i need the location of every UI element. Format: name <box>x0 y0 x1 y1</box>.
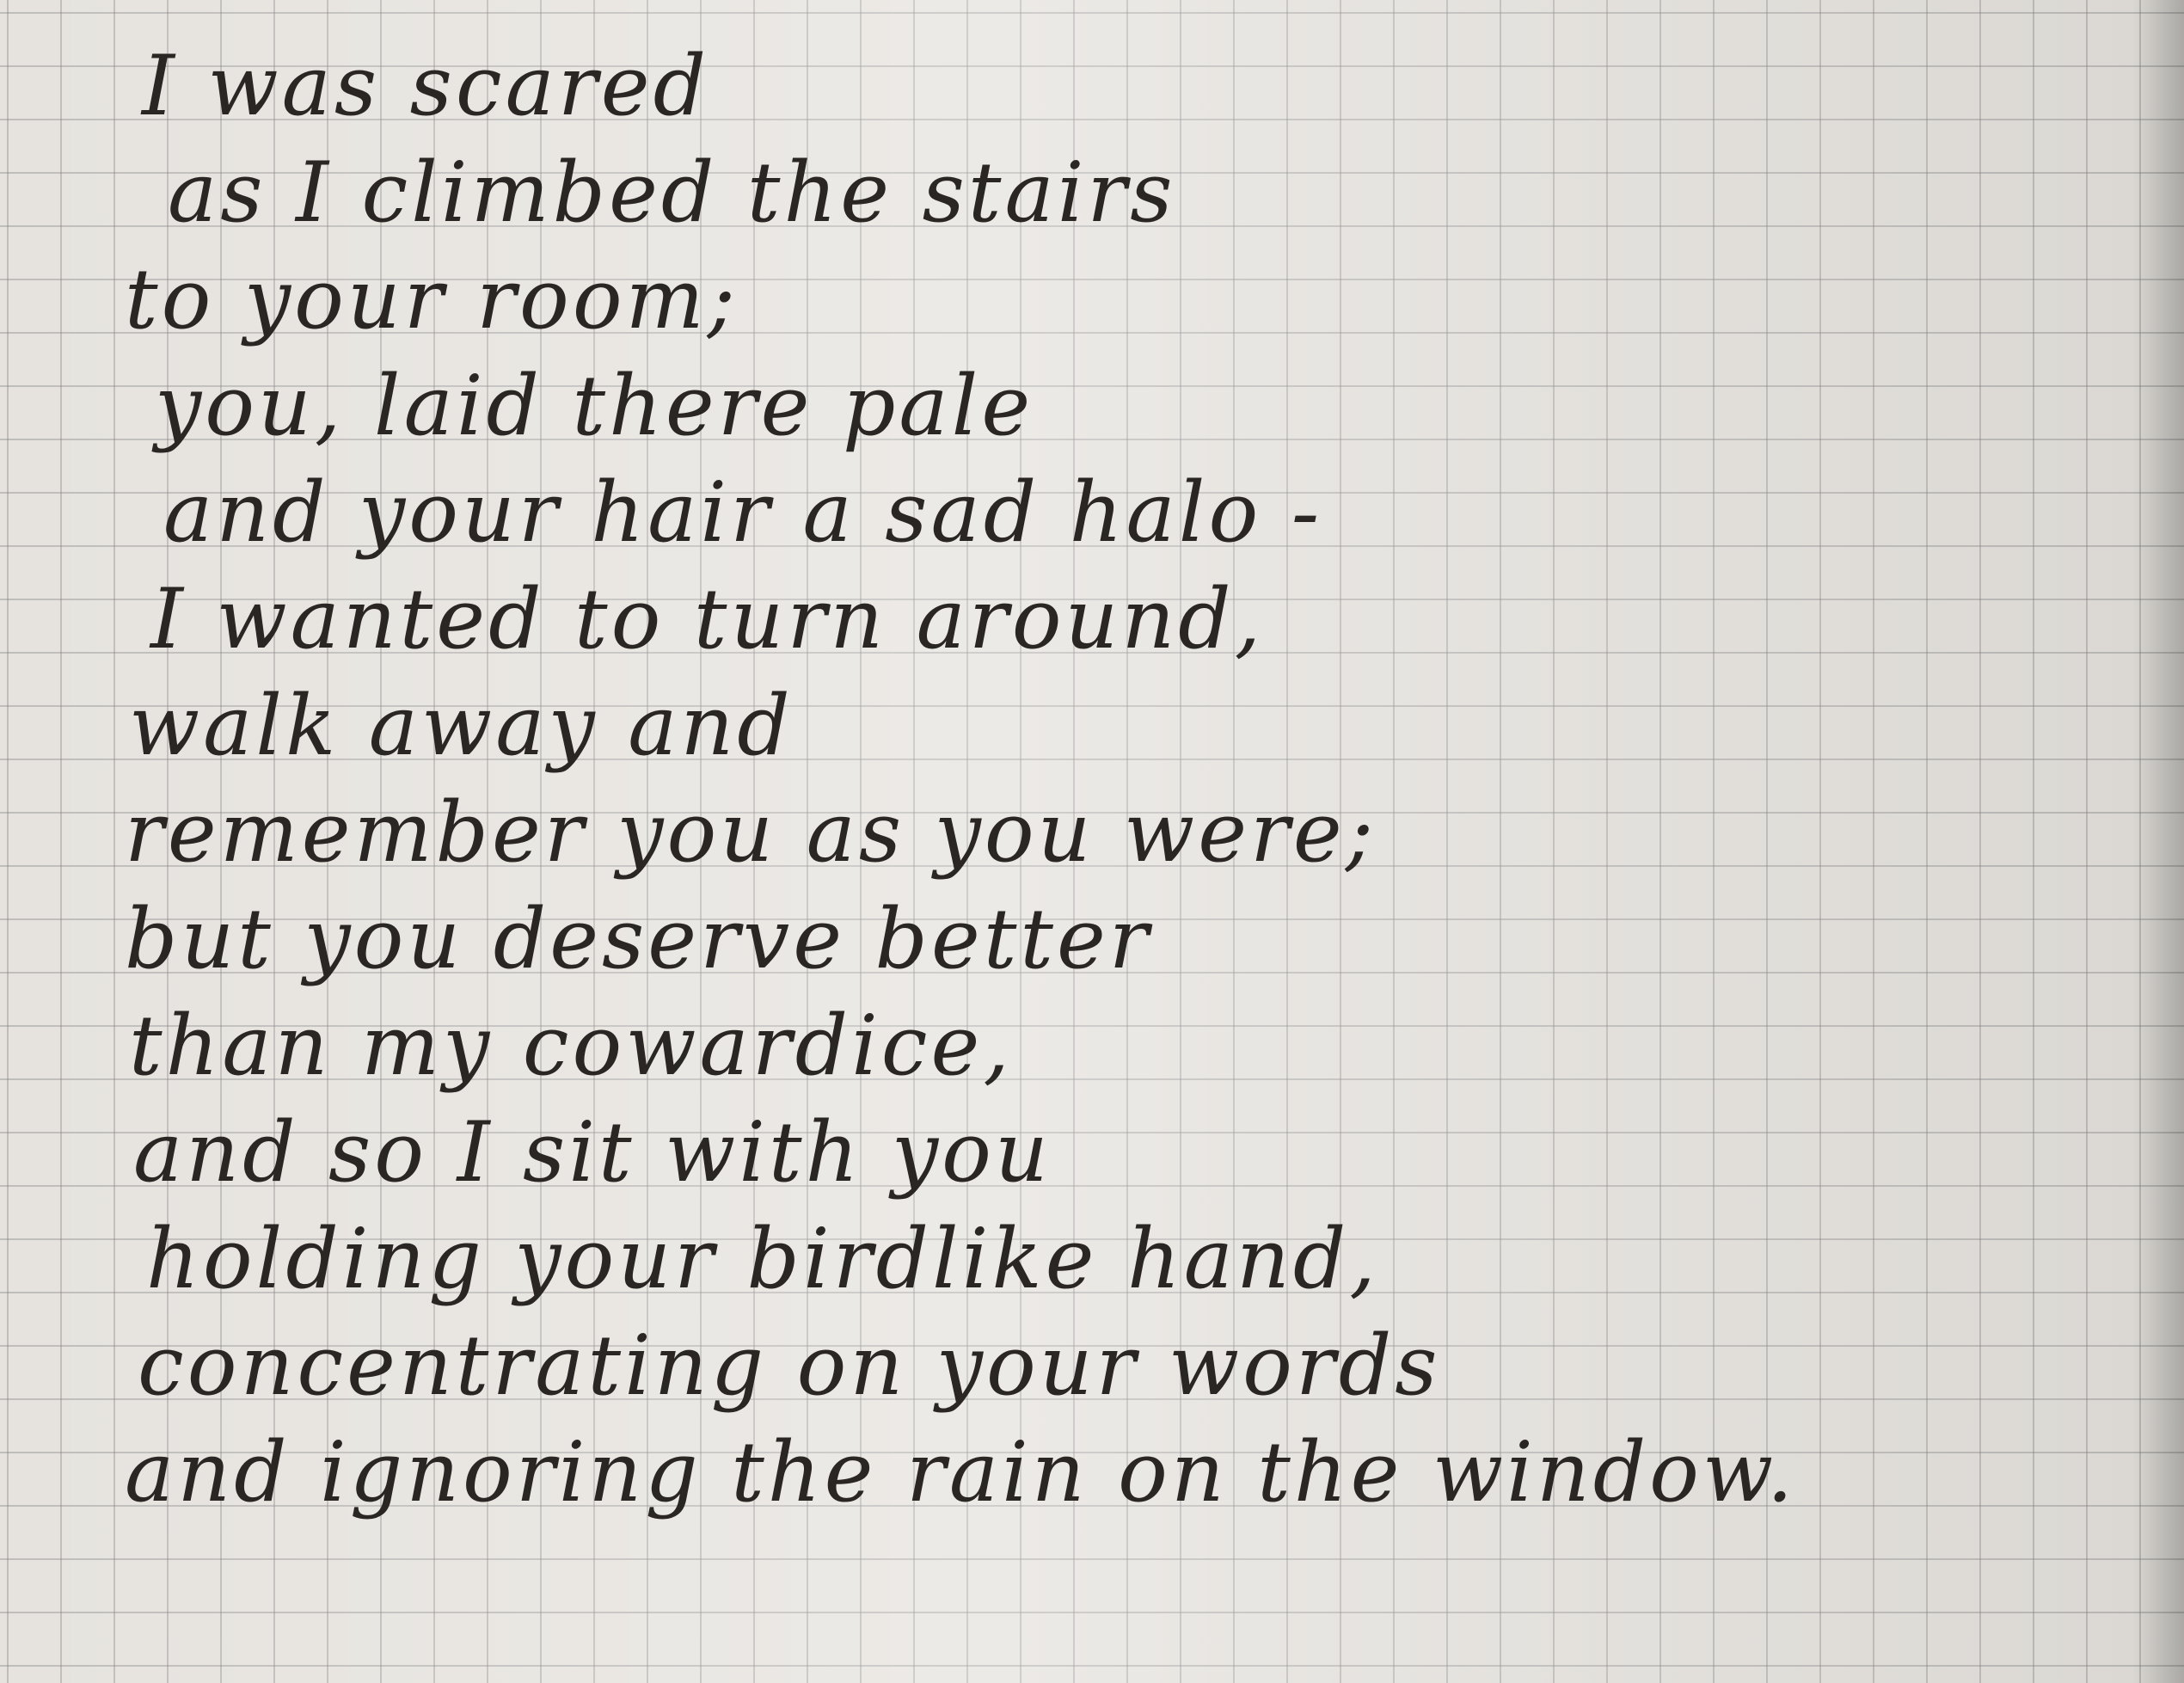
poem-line: than my cowardice, <box>129 998 1013 1094</box>
poem-line: I was scared <box>142 38 710 134</box>
poem-line: and your hair a sad halo - <box>163 464 1323 561</box>
poem-line: and ignoring the rain on the window. <box>125 1424 1797 1520</box>
poem-line: and so I sit with you <box>133 1104 1052 1201</box>
poem-line: but you deserve better <box>125 891 1152 987</box>
poem-line: as I climbed the stairs <box>168 144 1176 241</box>
poem-line: you, laid there pale <box>155 358 1034 454</box>
page-edge-shadow <box>2132 0 2184 1683</box>
poem-line: walk away and <box>129 678 794 774</box>
handwritten-poem <box>125 33 2102 1526</box>
poem-line: to your room; <box>125 251 739 347</box>
poem-line: concentrating on your words <box>138 1318 1441 1414</box>
poem-line: remember you as you were; <box>125 784 1377 881</box>
poem-line: holding your birdlike hand, <box>146 1211 1379 1307</box>
poem-line: I wanted to turn around, <box>150 571 1265 667</box>
